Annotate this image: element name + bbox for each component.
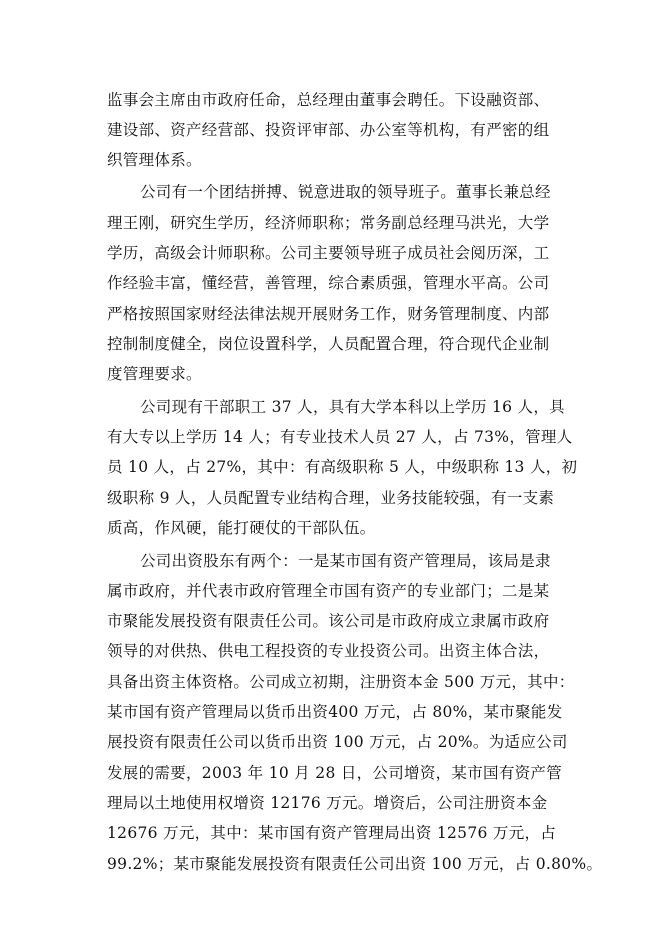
text-line: 控制制度健全，岗位设置科学，人员配置合理，符合现代企业制 <box>107 335 550 353</box>
text-line: 发展的需要，2003 年 10 月 28 日，公司增资，某市国有资产管 <box>107 764 563 782</box>
text-line: 属市政府，并代表市政府管理全市国有资产的专业部门；二是某 <box>107 582 550 600</box>
text-line: 织管理体系。 <box>107 151 202 169</box>
paragraph-first-line: 公司现有干部职工 37 人，具有大学本科以上学历 16 人，具 <box>140 398 565 416</box>
text-line: 级职称 9 人，人员配置专业结构合理，业务技能较强，有一支素 <box>107 489 555 507</box>
text-line: 展投资有限责任公司以货币出资 100 万元，占 20%。为适应公司 <box>107 733 568 751</box>
text-line: 有大专以上学历 14 人；有专业技术人员 27 人，占 73%，管理人 <box>107 428 573 446</box>
paragraph-first-line: 公司出资股东有两个：一是某市国有资产管理局，该局是隶 <box>140 552 551 570</box>
text-line: 严格按照国家财经法律法规开展财务工作，财务管理制度、内部 <box>107 305 550 323</box>
text-line: 建设部、资产经营部、投资评审部、办公室等机构，有严密的组 <box>107 121 550 139</box>
text-line: 监事会主席由市政府任命，总经理由董事会聘任。下设融资部、 <box>107 91 550 109</box>
text-line: 理局以土地使用权增资 12176 万元。增资后，公司注册资本金 <box>107 794 548 812</box>
text-line: 12676 万元，其中：某市国有资产管理局出资 12576 万元，占 <box>107 824 557 842</box>
text-line: 质高，作风硬，能打硬仗的干部队伍。 <box>107 519 376 537</box>
text-line: 度管理要求。 <box>107 365 202 383</box>
text-line: 某市国有资产管理局以货币出资400 万元，占 80%，某市聚能发 <box>107 703 563 721</box>
paragraph-first-line: 公司有一个团结拼搏、锐意进取的领导班子。董事长兼总经 <box>140 183 551 201</box>
text-line: 市聚能发展投资有限责任公司。该公司是市政府成立隶属市政府 <box>107 612 550 630</box>
text-line: 员 10 人，占 27%，其中：有高级职称 5 人，中级职称 13 人，初 <box>107 458 578 476</box>
text-line: 理王刚，研究生学历，经济师职称；常务副总经理马洪光，大学 <box>107 214 550 232</box>
text-line: 领导的对供热、供电工程投资的专业投资公司。出资主体合法， <box>107 642 550 660</box>
text-line: 99.2%；某市聚能发展投资有限责任公司出资 100 万元，占 0.80%。 <box>107 855 603 873</box>
text-line: 作经验丰富，懂经营，善管理，综合素质强，管理水平高。公司 <box>107 274 550 292</box>
text-line: 具备出资主体资格。公司成立初期，注册资本金 500 万元，其中： <box>107 673 575 691</box>
text-line: 学历，高级会计师职称。公司主要领导班子成员社会阅历深，工 <box>107 244 550 262</box>
